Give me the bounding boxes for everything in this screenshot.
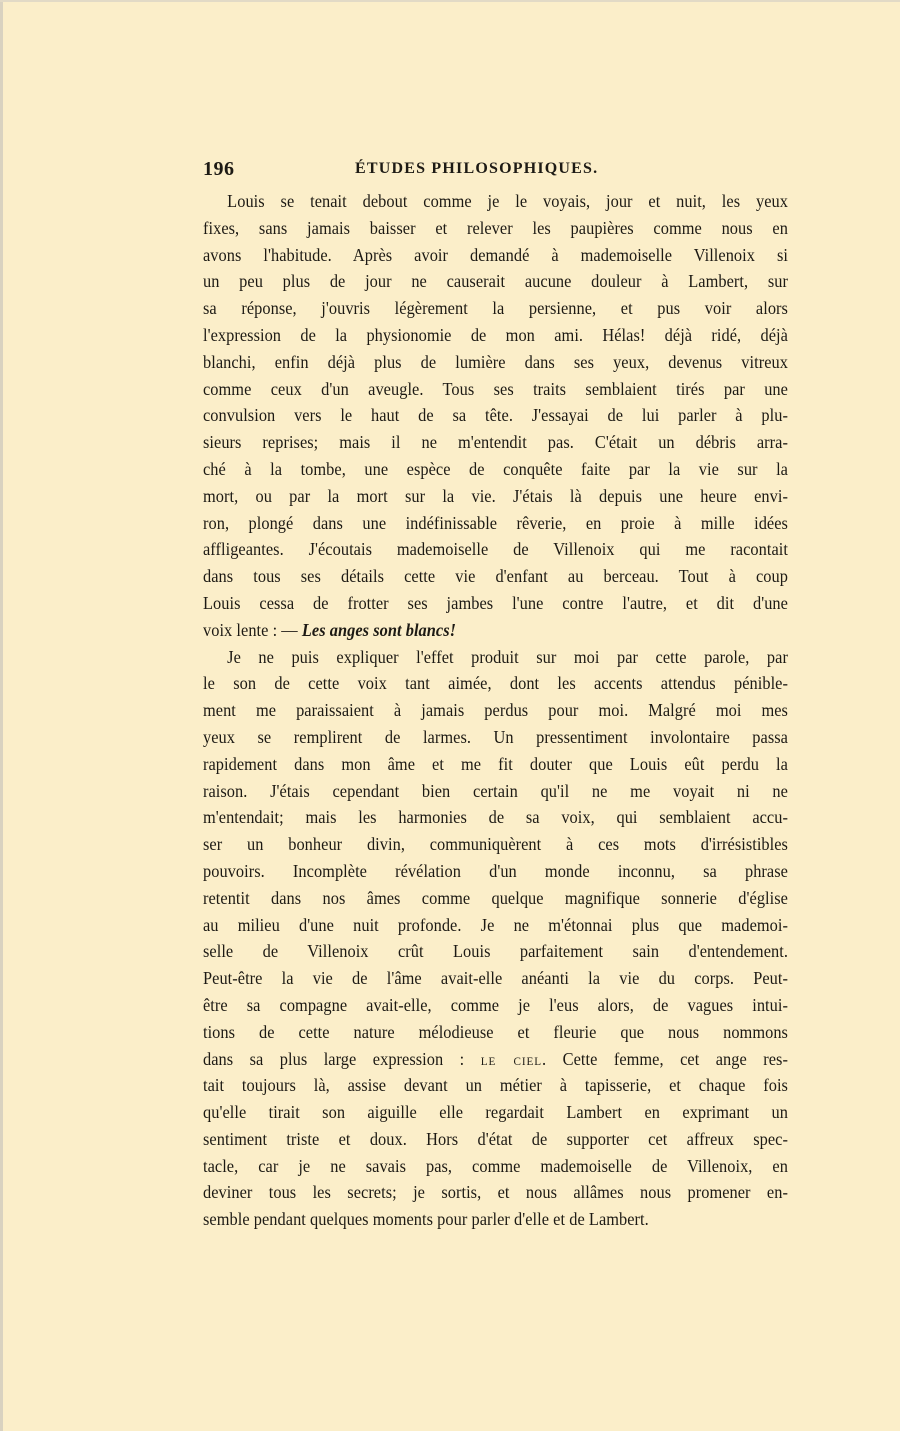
text-line: pouvoirs. Incomplète révélation d'un monde inconnu, sa phrase xyxy=(203,860,788,881)
paragraph-2 xyxy=(203,644,788,1234)
text-line: semble pendant quelques moments pour parler d'elle et de Lambert. xyxy=(203,1209,649,1230)
text-line: blanchi, enfin déjà plus de lumière dans ses yeux, devenus vitreux xyxy=(203,351,788,372)
text-line xyxy=(203,1046,788,1073)
body-text xyxy=(203,188,788,1233)
text-run: . Cette femme, cet ange res- xyxy=(542,1048,788,1069)
running-header xyxy=(203,158,788,182)
text-line: m'entendait; mais les harmonies de sa voix, qui semblaient accu- xyxy=(203,807,788,828)
text-line: ron, plongé dans une indéfinissable rêverie, en proie à mille idées xyxy=(203,512,788,533)
text-line: Louis cessa de frotter ses jambes l'une contre l'autre, et dit d'une xyxy=(203,592,788,613)
quoted-speech: Les anges sont blancs! xyxy=(301,619,457,640)
text-line: tait toujours là, assise devant un métier à tapisserie, et chaque fois xyxy=(203,1075,788,1096)
text-line: Peut-être la vie de l'âme avait-elle anéanti la vie du corps. Peut- xyxy=(203,968,788,989)
page-edge-top xyxy=(0,0,900,2)
text-line: sieurs reprises; mais il ne m'entendit pas. C'était un débris arra- xyxy=(203,432,788,453)
text-line: raison. J'étais cependant bien certain qu'il ne me voyait ni ne xyxy=(203,780,788,801)
text-line: ser un bonheur divin, communiquèrent à ces mots d'irrésistibles xyxy=(203,834,788,855)
text-line: tions de cette nature mélodieuse et fleurie que nous nommons xyxy=(203,1021,788,1042)
text-line: fixes, sans jamais baisser et relever les paupières comme nous en xyxy=(203,217,788,238)
text-line: avons l'habitude. Après avoir demandé à mademoiselle Villenoix si xyxy=(203,244,788,265)
running-title: ÉTUDES PHILOSOPHIQUES. xyxy=(355,160,599,177)
dialogue-lead: voix lente : — xyxy=(203,619,302,640)
page-edge xyxy=(0,0,3,1431)
smallcaps-term: le ciel xyxy=(480,1048,543,1069)
text-line: dans tous ses détails cette vie d'enfant au berceau. Tout à coup xyxy=(203,566,788,587)
text-line: l'expression de la physionomie de mon ami. Hélas! déjà ridé, déjà xyxy=(203,324,788,345)
paragraph-1 xyxy=(203,188,788,644)
text-line: tacle, car je ne savais pas, comme mademoiselle de Villenoix, en xyxy=(203,1155,788,1176)
text-line: le son de cette voix tant aimée, dont les accents attendus pénible- xyxy=(203,673,788,694)
text-line: comme ceux d'un aveugle. Tous ses traits semblaient tirés par une xyxy=(203,378,788,399)
text-run: dans sa plus large expression : xyxy=(203,1048,481,1069)
text-line: ment me paraissaient à jamais perdus pour moi. Malgré moi mes xyxy=(203,700,788,721)
text-line: deviner tous les secrets; je sortis, et nous allâmes nous promener en- xyxy=(203,1182,788,1203)
text-line: rapidement dans mon âme et me fit douter que Louis eût perdu la xyxy=(203,753,788,774)
text-line: affligeantes. J'écoutais mademoiselle de Villenoix qui me racontait xyxy=(203,539,788,560)
text-line: sa réponse, j'ouvris légèrement la persienne, et pus voir alors xyxy=(203,298,788,319)
text-line: un peu plus de jour ne causerait aucune douleur à Lambert, sur xyxy=(203,271,788,292)
text-line xyxy=(203,617,788,644)
text-line: être sa compagne avait-elle, comme je l'eus alors, de vagues intui- xyxy=(203,994,788,1015)
text-line: selle de Villenoix crût Louis parfaitement sain d'entendement. xyxy=(203,941,788,962)
text-line: au milieu d'une nuit profonde. Je ne m'étonnai plus que mademoi- xyxy=(203,914,788,935)
text-line: qu'elle tirait son aiguille elle regardait Lambert en exprimant un xyxy=(203,1102,788,1123)
text-line: retentit dans nos âmes comme quelque magnifique sonnerie d'église xyxy=(203,887,788,908)
text-line: convulsion vers le haut de sa tête. J'essayai de lui parler à plu- xyxy=(203,405,788,426)
text-line: Louis se tenait debout comme je le voyais, jour et nuit, les yeux xyxy=(227,191,788,211)
text-line: yeux se remplirent de larmes. Un pressentiment involontaire passa xyxy=(203,726,788,747)
text-line: mort, ou par la mort sur la vie. J'étais là depuis une heure envi- xyxy=(203,485,788,506)
text-line: Je ne puis expliquer l'effet produit sur moi par cette parole, par xyxy=(227,646,788,667)
page-number: 196 xyxy=(203,158,235,180)
text-line: sentiment triste et doux. Hors d'état de supporter cet affreux spec- xyxy=(203,1128,788,1149)
text-line: ché à la tombe, une espèce de conquête faite par la vie sur la xyxy=(203,458,788,479)
